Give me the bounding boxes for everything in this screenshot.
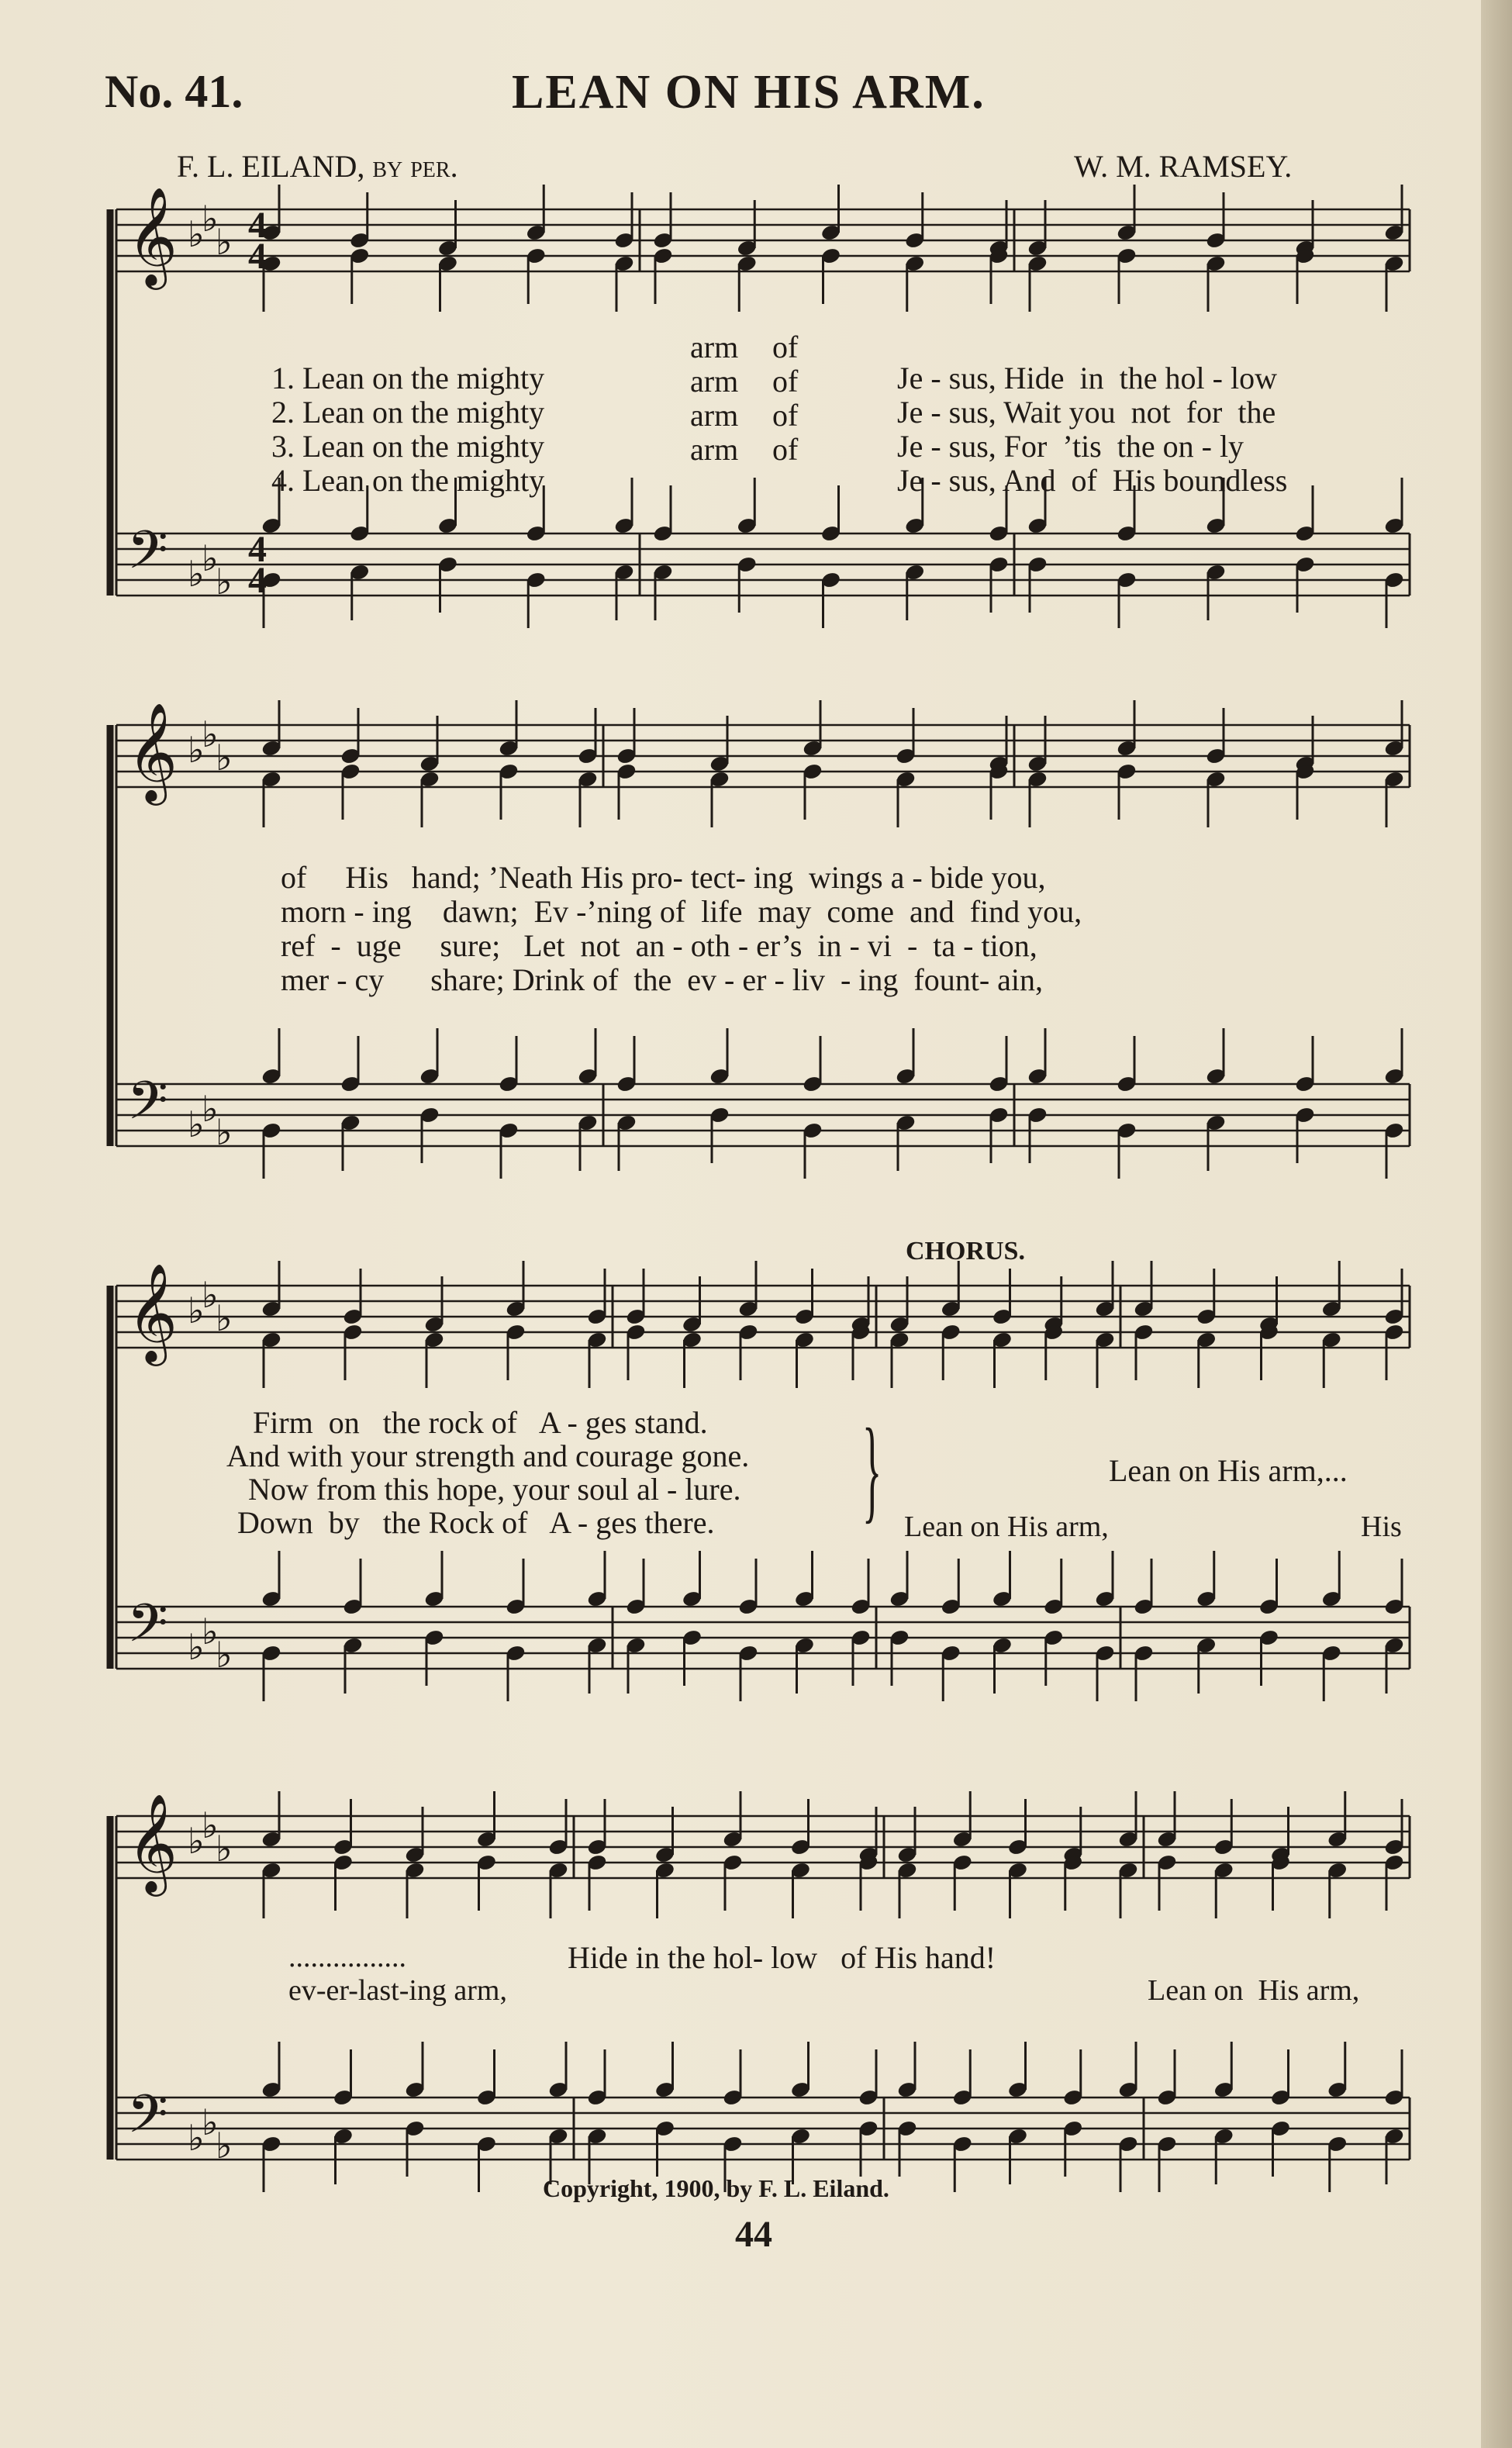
system4-treble-clef: 𝄞 [127,1793,178,1892]
verse-4-line-1-d: Je - sus, And of His boundless [897,463,1288,498]
system2-bass-clef: 𝄢 [127,1071,168,1145]
time-signature: 4 [248,560,267,601]
flat-sign: ♭ [216,221,233,263]
verse-2-line-3: And with your strength and courage gone. [226,1438,750,1473]
verse-3-line-1-d: Je - sus, For ’tis the on - ly [897,429,1244,464]
verse-2-line-1-c: of [772,364,799,399]
flat-sign: ♭ [216,1297,233,1339]
chorus-upper-line-2: Hide in the hol- low of His hand! [568,1940,996,1975]
hymn-number: No. 41. [105,66,243,117]
chorus-lower-line-2: ev-er-last-ing arm, [288,1974,507,2007]
system3-treble-clef: 𝄞 [127,1262,178,1362]
verse-3-line-2: ref - uge sure; Let not an - oth - er’s in - vi - ta - tion, [281,928,1037,963]
verse-1-line-1-b: arm [690,330,739,364]
flat-sign: ♭ [202,1274,219,1316]
chorus-lower-lyric: Lean on His arm, [904,1511,1109,1543]
system1-bass-clef: 𝄢 [127,520,168,594]
verse-1-line-1-d: Je - sus, Hide in the hol - low [897,361,1277,395]
flat-sign: ♭ [216,1634,233,1676]
verse-4-line-3: Down by the Rock of A - ges there. [237,1505,715,1540]
flat-sign: ♭ [202,1804,219,1846]
chorus-label: CHORUS. [906,1237,1025,1265]
verse-3-line-1-c: of [772,398,799,433]
verse-3-line-1: 3. Lean on the mighty [271,429,545,464]
verse-1-line-3: Firm on the rock of A - ges stand. [253,1405,708,1440]
time-signature: 4 [248,236,267,277]
flat-sign: ♭ [188,1290,205,1331]
flat-sign: ♭ [216,1111,233,1153]
continuation-dots: ................ [288,1941,406,1973]
verse-4-line-2: mer - cy share; Drink of the ev - er - liv - ing fount- ain, [281,962,1044,997]
verse-1-line-1: 1. Lean on the mighty [271,361,545,395]
flat-sign: ♭ [202,198,219,240]
flat-sign: ♭ [202,713,219,755]
chorus-lower-line-2-b: Lean on His arm, [1148,1974,1360,2007]
system3-bass-clef: 𝄢 [127,1593,168,1667]
system1-treble-clef: 𝄞 [127,186,178,285]
flat-sign: ♭ [216,1828,233,1870]
flat-sign: ♭ [216,2125,233,2167]
verse-2-line-1: 2. Lean on the mighty [271,395,545,430]
poet-credit: F. L. EILAND, by per. [177,149,458,184]
page-edge [1481,0,1512,2448]
system4-bass-clef: 𝄢 [127,2084,168,2158]
verse-4-line-1: 4. Lean on the mighty [271,463,545,498]
verse-brace: } [862,1405,882,1534]
verse-4-line-1-b: arm [690,432,739,467]
verse-3-line-1-b: arm [690,398,739,433]
flat-sign: ♭ [202,537,219,579]
flat-sign: ♭ [188,729,205,771]
verse-2-line-2: morn - ing dawn; Ev -’ning of life may come and find you, [281,894,1082,929]
time-signature: 4 [248,529,267,570]
copyright-notice: Copyright, 1900, by F. L. Eiland. [543,2174,889,2202]
flat-sign: ♭ [202,1611,219,1652]
flat-sign: ♭ [216,737,233,779]
flat-sign: ♭ [188,553,205,595]
verse-4-line-1-c: of [772,432,799,467]
flat-sign: ♭ [188,2117,205,2159]
composer-credit: W. M. RAMSEY. [1074,149,1293,184]
flat-sign: ♭ [216,561,233,603]
verse-2-line-1-b: arm [690,364,739,399]
verse-3-line-3: Now from this hope, your soul al - lure. [248,1472,741,1507]
flat-sign: ♭ [188,213,205,255]
hymn-title: LEAN ON HIS ARM. [512,66,986,119]
verse-1-line-2: of His hand; ’Neath His pro- tect- ing wings a - bide you, [281,860,1046,895]
flat-sign: ♭ [188,1626,205,1668]
flat-sign: ♭ [202,2101,219,2143]
page-number: 44 [735,2214,772,2255]
flat-sign: ♭ [202,1088,219,1130]
verse-2-line-1-d: Je - sus, Wait you not for the [897,395,1276,430]
verse-1-line-1-c: of [772,330,799,364]
chorus-lower-lyric-his: His [1361,1511,1402,1543]
time-signature: 4 [248,205,267,246]
chorus-upper-lyric: Lean on His arm,... [1109,1453,1348,1488]
system2-treble-clef: 𝄞 [127,702,178,801]
flat-sign: ♭ [188,1103,205,1145]
flat-sign: ♭ [188,1820,205,1862]
